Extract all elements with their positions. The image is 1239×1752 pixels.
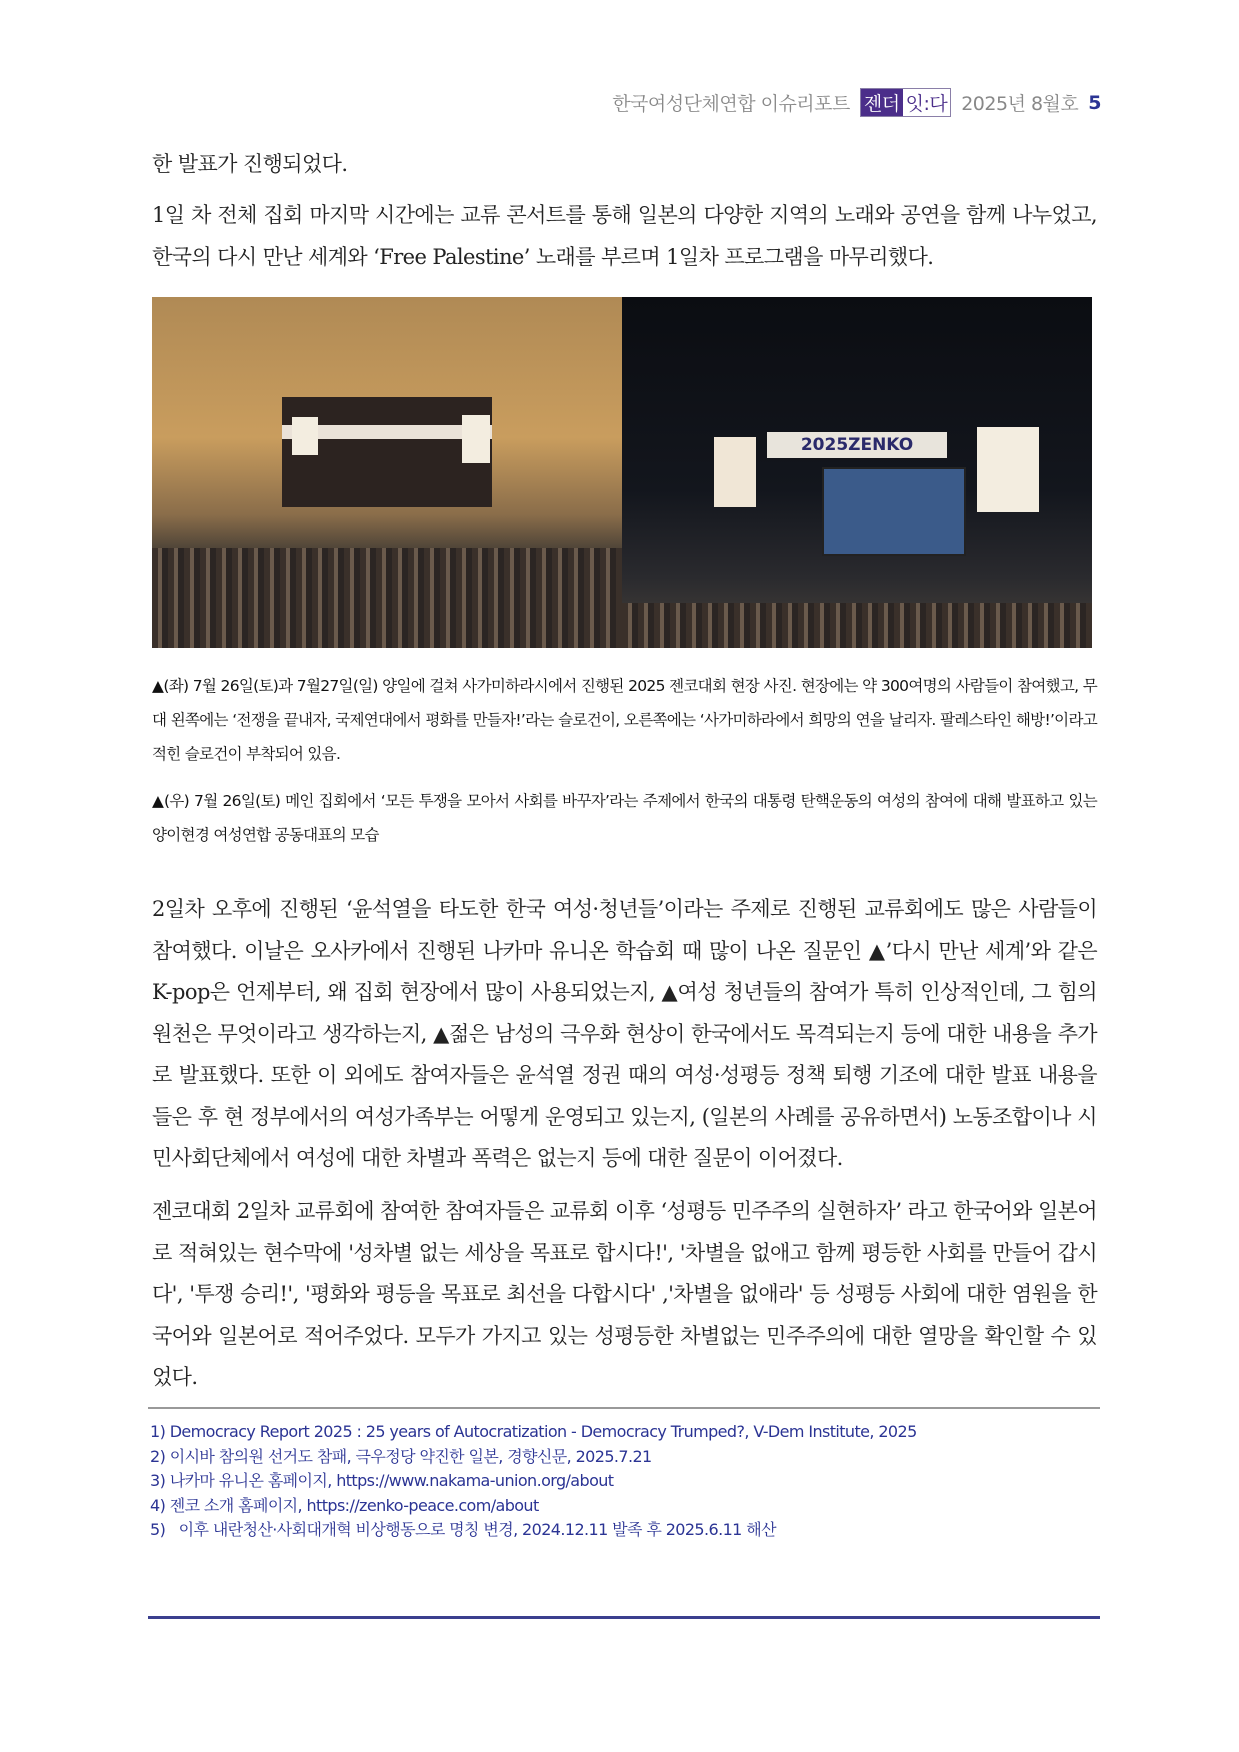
paragraph-3: 젠코대회 2일차 교류회에 참여한 참여자들은 교류회 이후 ‘성평등 민주주의 실현하자’ 라고 한국어와 일본어로 적혀있는 현수막에 '성차별 없는 세상을 목표로 합시다!', '차별을 없애고 함께 평등한 사회를 만들어 갑시다', '투쟁 승리!', '평화와 평등을 목표로 최선을 다합시다' ,'차별을 없애라' 등 성평등 사회에 대한 염원을 한국어와 일본어로 적어주었다. 모두가 가지고 있는 성평등한 차별없는 민주주의에 대한 열망을 확인할 수 있었다. [152, 1199, 1097, 1389]
footnote-divider [148, 1407, 1100, 1409]
footnotes [150, 1420, 917, 1543]
footnote-1: 1) Democracy Report 2025 : 25 years of Autocratization - Democracy Trumped?, V-Dem Institute, 2025 [150, 1422, 917, 1441]
issue-date: 2025년 8월호 [961, 93, 1079, 115]
gender-itda-logo: 젠더 잇:다 [860, 88, 951, 117]
footnote-2: 2) 이시바 참의원 선거도 참패, 극우정당 약진한 일본, 경향신문, 2025.7.21 [150, 1446, 652, 1466]
page-bottom-rule [148, 1616, 1100, 1619]
photo-caption-left: ▲(좌) 7월 26일(토)과 7월27일(일) 양일에 걸쳐 사가미하라시에서 진행된 2025 젠코대회 현장 사진. 현장에는 약 300여명의 사람들이 참여했고, 무대 왼쪽에는 ‘전쟁을 끝내자, 국제연대에서 평화를 만들자!’라는 슬로건이, 오른쪽에는 ‘사가미하라에서 희망의 연을 날리자. 팔레스타인 해방!’이라고 적힌 슬로건이 부착되어 있음. [152, 677, 1097, 763]
paragraph-2: 2일차 오후에 진행된 ‘윤석열을 타도한 한국 여성·청년들’이라는 주제로 진행된 교류회에도 많은 사람들이 참여했다. 이날은 오사카에서 진행된 나카마 유니온 학습회 때 많이 나온 질문인 ▲’다시 만난 세계’와 같은 K-pop은 언제부터, 왜 집회 현장에서 많이 사용되었는지, ▲여성 청년들의 참여가 특히 인상적인데, 그 힘의 원천은 무엇이라고 생각하는지, ▲젊은 남성의 극우화 현상이 한국에서도 목격되는지 등에 대한 내용을 추가로 발표했다. 또한 이 외에도 참여자들은 윤석열 정권 때의 여성·성평등 정책 퇴행 기조에 대한 발표 내용을 들은 후 현 정부에서의 여성가족부는 어떻게 운영되고 있는지, (일본의 사례를 공유하면서) 노동조합이나 시민사회단체에서 여성에 대한 차별과 폭력은 없는지 등에 대한 질문이 이어졌다. [152, 897, 1097, 1170]
event-photos [152, 297, 1092, 648]
paragraph-0: 한 발표가 진행되었다. [152, 152, 348, 176]
zenko-banner: 2025ZENKO [767, 432, 947, 458]
photo-left-auditorium [152, 297, 622, 648]
projection-screen [822, 467, 966, 556]
page-header [612, 88, 1101, 117]
footnote-3: 3) 나카마 유니온 홈페이지, https://www.nakama-union.org/about [150, 1471, 614, 1490]
footnote-5: 5) 이후 내란청산·사회대개혁 비상행동으로 명칭 변경, 2024.12.11 발족 후 2025.6.11 해산 [150, 1520, 776, 1539]
photo-caption-right: ▲(우) 7월 26일(토) 메인 집회에서 ‘모든 투쟁을 모아서 사회를 바꾸자’라는 주제에서 한국의 대통령 탄핵운동의 여성의 참여에 대해 발표하고 있는 양이현경 여성연합 공동대표의 모습 [152, 792, 1097, 844]
publisher-name: 한국여성단체연합 이슈리포트 [612, 93, 850, 115]
paragraph-1: 1일 차 전체 집회 마지막 시간에는 교류 콘서트를 통해 일본의 다양한 지역의 노래와 공연을 함께 나누었고, 한국의 다시 만난 세계와 ‘Free Palestine’ 노래를 부르며 1일차 프로그램을 마무리했다. [152, 203, 1097, 269]
footnote-4: 4) 젠코 소개 홈페이지, https://zenko-peace.com/about [150, 1495, 539, 1515]
page-number: 5 [1088, 91, 1101, 114]
photo-right-stage [622, 297, 1092, 648]
